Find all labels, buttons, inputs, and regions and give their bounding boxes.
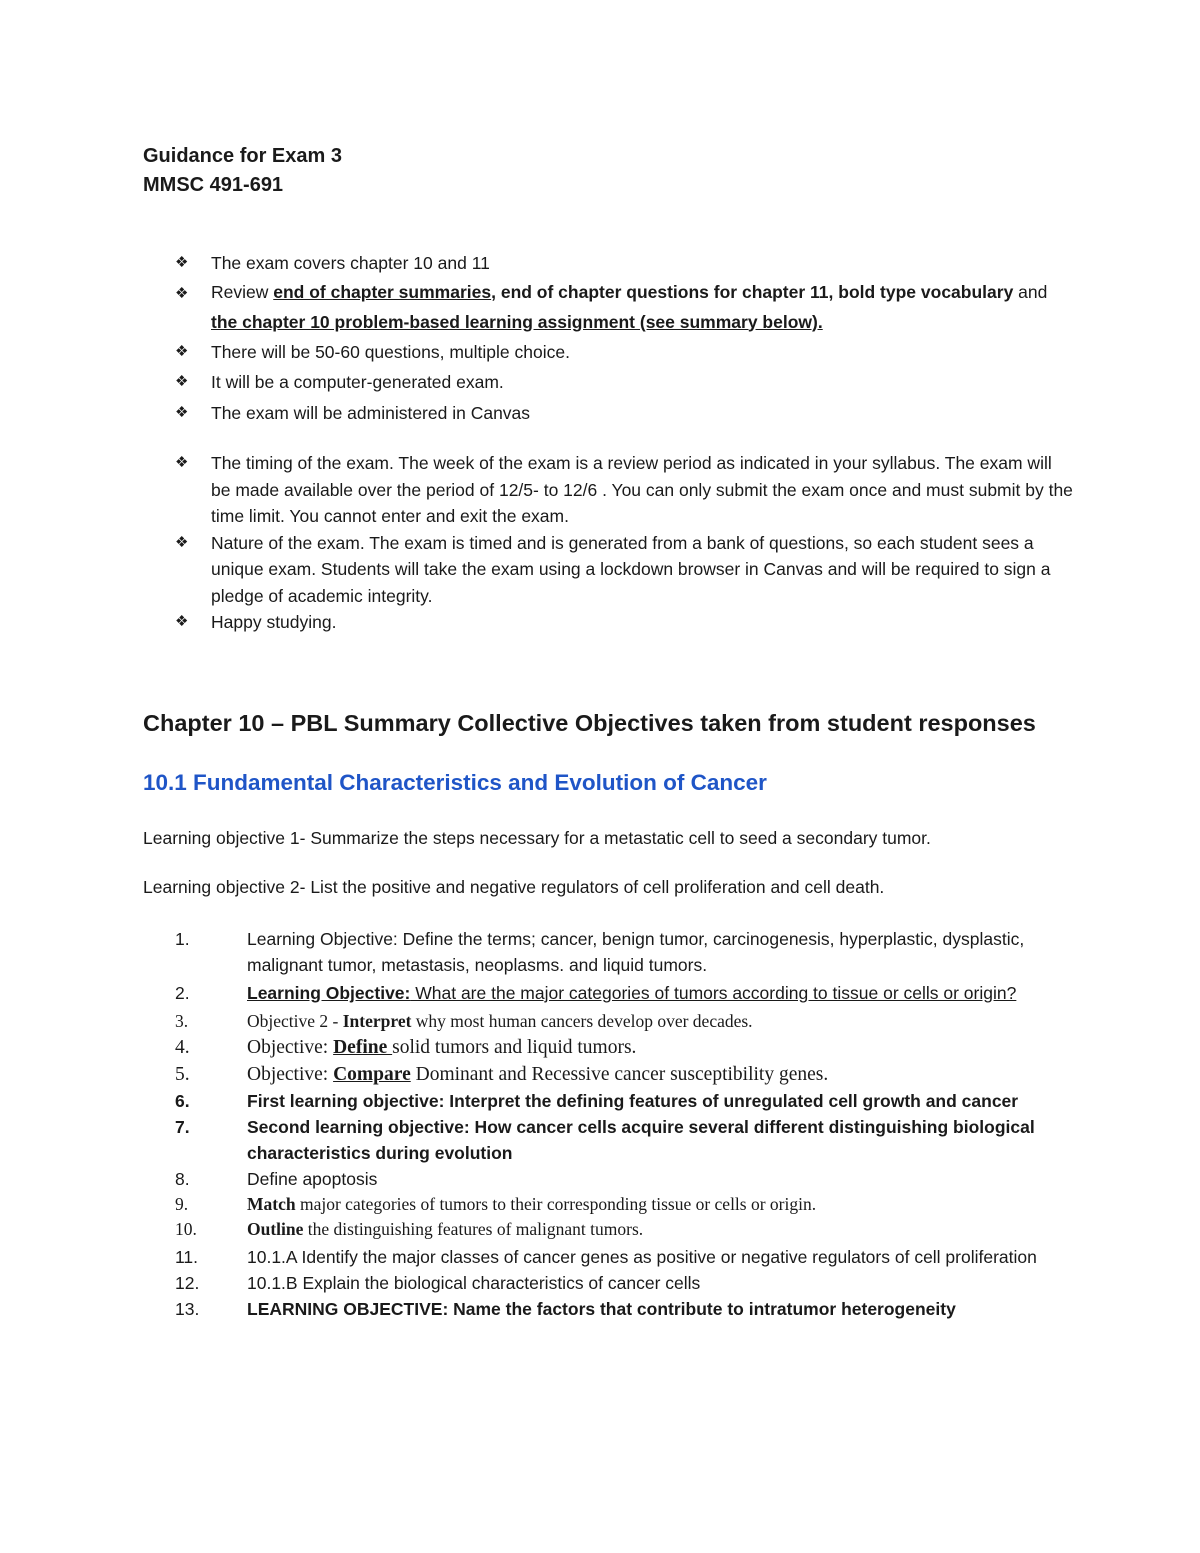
list-item: 6. First learning objective: Interpret the defining features of unregulated cell growth and cancer	[175, 1091, 1019, 1111]
diamond-bullet-icon: ❖	[175, 613, 189, 630]
list-item: 1. Learning Objective: Define the terms; cancer, benign tumor, carcinogenesis, hyperplastic, dysplastic, malignant tumor, metastasis, neoplasms. and liquid tumors.	[175, 929, 1025, 975]
list-item: 7. Second learning objective: How cancer cells acquire several different distinguishing biological characteristics during evolution	[175, 1117, 1035, 1163]
list-item: ❖ The timing of the exam. The week of the exam is a review period as indicated in your syllabus. The exam will be made available over the period of 12/5- to 12/6 . You can only submit the exam once and must submit by the time limit. You cannot enter and exit the exam.	[175, 450, 1075, 530]
diamond-bullet-icon: ❖	[175, 254, 189, 271]
diamond-bullet-icon: ❖	[175, 373, 189, 390]
list-item: 10. Outline the distinguishing features of malignant tumors.	[175, 1219, 644, 1239]
diamond-bullet-icon: ❖	[175, 533, 189, 551]
list-item: ❖ Nature of the exam. The exam is timed and is generated from a bank of questions, so each student sees a unique exam. Students will take the exam using a lockdown browser in Canvas and will be required to sign a pledge of academic integrity.	[175, 530, 1075, 610]
list-item: ❖ The exam will be administered in Canvas	[175, 400, 1075, 427]
list-item: ❖ There will be 50-60 questions, multiple choice.	[175, 339, 1075, 366]
list-item: ❖ Happy studying.	[175, 609, 1075, 636]
section-heading: 10.1 Fundamental Characteristics and Evolution of Cancer	[143, 770, 767, 795]
diamond-bullet-icon: ❖	[175, 342, 189, 360]
list-item: 8. Define apoptosis	[175, 1169, 378, 1189]
list-item: 12. 10.1.B Explain the biological characteristics of cancer cells	[175, 1273, 701, 1293]
list-item: ❖ It will be a computer-generated exam.	[175, 369, 1075, 396]
learning-objective-2: Learning objective 2- List the positive and negative regulators of cell proliferation and cell death.	[143, 877, 885, 897]
diamond-bullet-icon: ❖	[175, 284, 189, 302]
list-item: 3. Objective 2 - Interpret why most human cancers develop over decades.	[175, 1011, 753, 1031]
exam-guidance-list	[175, 250, 1075, 636]
list-item: 9. Match major categories of tumors to their corresponding tissue or cells or origin.	[175, 1194, 817, 1214]
diamond-bullet-icon: ❖	[175, 403, 189, 421]
list-item: 11. 10.1.A Identify the major classes of cancer genes as positive or negative regulators of cell proliferation	[175, 1247, 1037, 1267]
list-item: 5. Objective: Compare Dominant and Recessive cancer susceptibility genes.	[175, 1064, 829, 1085]
chapter-heading: Chapter 10 – PBL Summary Collective Objectives taken from student responses	[143, 710, 1036, 736]
diamond-bullet-icon: ❖	[175, 454, 189, 471]
list-item: ❖ The exam covers chapter 10 and 11	[175, 250, 1075, 277]
list-item: 13. LEARNING OBJECTIVE: Name the factors that contribute to intratumor heterogeneity	[175, 1299, 956, 1319]
document-title: Guidance for Exam 3	[143, 145, 342, 167]
learning-objective-1: Learning objective 1- Summarize the steps necessary for a metastatic cell to seed a secondary tumor.	[143, 828, 931, 848]
list-item: 4. Objective: Define solid tumors and liquid tumors.	[175, 1037, 637, 1058]
objectives-list	[175, 926, 1055, 1322]
list-item: ❖ Review end of chapter summaries, end of chapter questions for chapter 11, bold type vocabulary and the chapter 10 problem-based learning assignment (see summary below).	[175, 277, 1075, 337]
course-code: MMSC 491-691	[143, 174, 284, 196]
list-item: 2. Learning Objective: What are the major categories of tumors according to tissue or cells or origin?	[175, 983, 1017, 1003]
